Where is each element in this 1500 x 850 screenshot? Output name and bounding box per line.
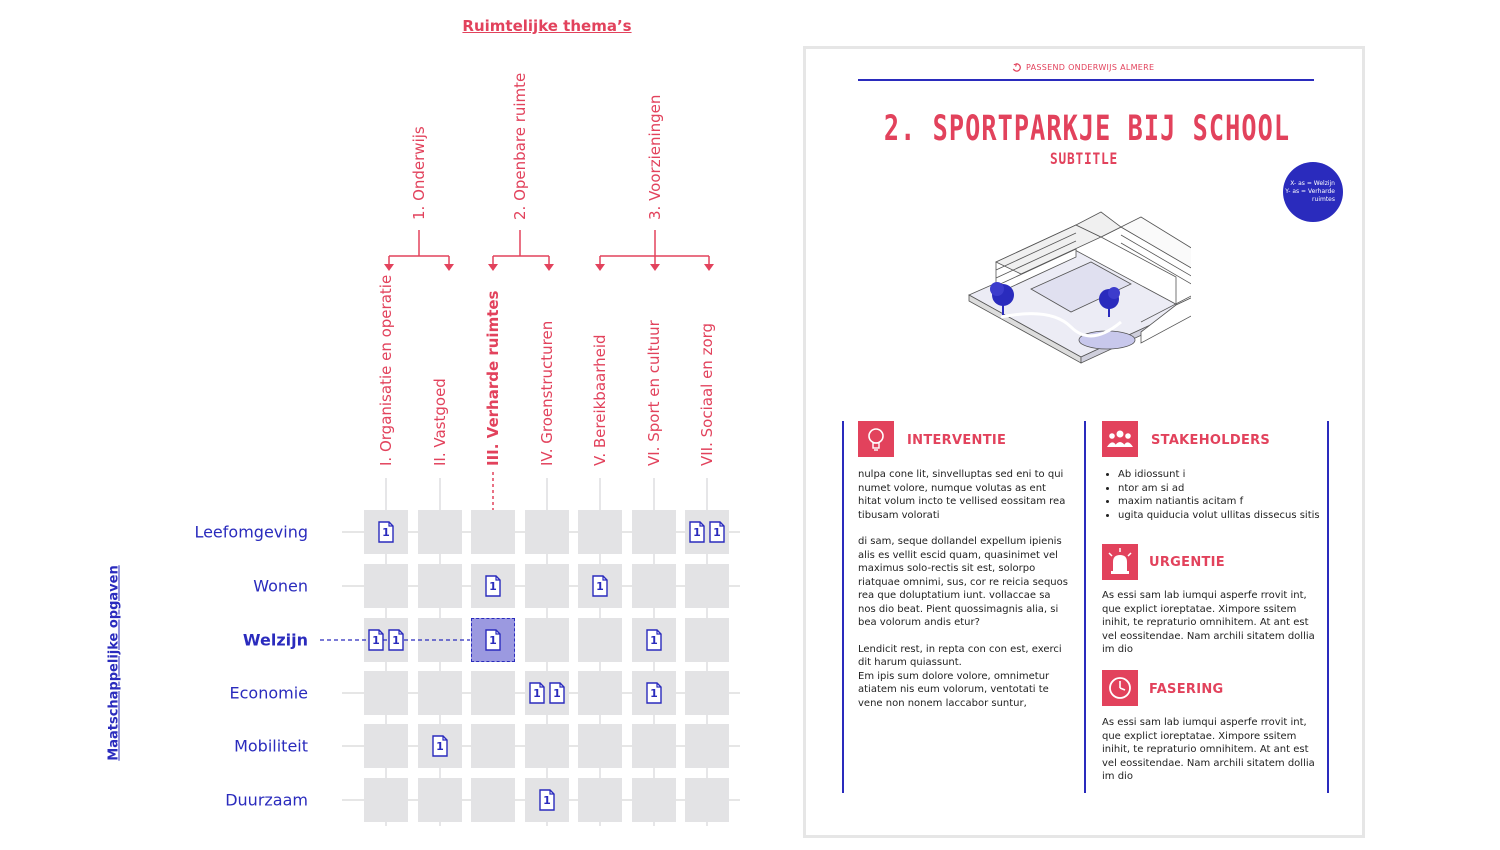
document-icon[interactable] [368,629,384,651]
document-icon[interactable] [529,682,545,704]
fasering-title: FASERING [1149,682,1224,697]
row-label-3[interactable]: Welzijn [242,630,308,650]
matrix-cell[interactable] [418,564,462,608]
column-label-1[interactable]: I. Organisatie en operatie [377,274,395,466]
logo-icon [1012,63,1021,72]
column-label-5[interactable]: V. Bereikbaarheid [591,334,609,466]
matrix-cell[interactable] [418,618,462,662]
stakeholders-title: STAKEHOLDERS [1151,433,1271,448]
badge-line-1: X- as = Welzijn [1290,180,1335,187]
document-icon[interactable] [432,735,448,757]
matrix-cell[interactable] [578,510,622,554]
column-rule-left [842,421,844,793]
header-rule [858,79,1314,81]
card-header-text: PASSEND ONDERWIJS ALMERE [1026,63,1155,72]
matrix-cell[interactable] [578,724,622,768]
document-icon[interactable] [709,521,725,543]
document-icon[interactable] [539,789,555,811]
document-number: 1 [650,687,658,700]
matrix-cell[interactable] [364,778,408,822]
group-2-connector [493,230,549,268]
group-label-3[interactable]: 3. Voorzieningen [646,94,664,220]
matrix-cell[interactable] [525,724,569,768]
row-label-1[interactable]: Leefomgeving [194,522,308,542]
group-label-1[interactable]: 1. Onderwijs [410,126,428,220]
interventie-paragraph-3: Lendicit rest, in repta con con est, exerci dit harum quiassunt. [858,643,1062,668]
document-icon[interactable] [388,629,404,651]
matrix-cell[interactable] [364,724,408,768]
matrix-cell[interactable] [525,510,569,554]
matrix-cell[interactable] [632,724,676,768]
card-title: 2. SPORTPARKJE BIJ SCHOOL [883,109,1291,149]
matrix-cell[interactable] [578,671,622,715]
column-label-3[interactable]: III. Verharde ruimtes [484,290,502,466]
document-number: 1 [543,794,551,807]
stakeholder-item: • maxim natiantis acitam f [1118,495,1333,509]
document-icon[interactable] [646,682,662,704]
column-label-7[interactable]: VII. Sociaal en zorg [698,322,716,466]
urgentie-body: As essi sam lab iumqui asperfe rrovit int, que explict ioreptatae. Ximpore ssitem inihit, te repraturio omnihitem. At ant est vel eossitendae. Nam archili sitatem dollia im dio [1102,590,1315,655]
document-number: 1 [713,526,721,539]
document-number: 1 [392,634,400,647]
interventie-body [858,468,1070,710]
matrix-cell[interactable] [471,510,515,554]
matrix-cell[interactable] [685,618,729,662]
document-icon[interactable] [378,521,394,543]
project-card [803,46,1365,838]
matrix-cell[interactable] [471,724,515,768]
matrix-cell[interactable] [471,778,515,822]
matrix-cell[interactable] [525,618,569,662]
fasering-body: As essi sam lab iumqui asperfe rrovit int, que explict ioreptatae. Ximpore ssitem inihit, te repraturio omnihitem. At ant est vel eossitendae. Nam archili sitatem dollia im dio [1102,717,1315,782]
stakeholders-list [1102,468,1333,522]
document-number: 1 [489,634,497,647]
axis-badge [1283,162,1343,222]
matrix-cell[interactable] [364,671,408,715]
document-icon[interactable] [646,629,662,651]
connector-arrowheads [384,264,714,271]
stakeholder-item: • ntor am si ad [1118,482,1333,496]
row-label-4[interactable]: Economie [229,683,308,703]
document-number: 1 [533,687,541,700]
document-number: 1 [436,740,444,753]
stakeholder-item: • Ab idiossunt i [1118,468,1333,482]
card-header [1012,63,1154,72]
group-3-connector [600,230,709,268]
column-label-2[interactable]: II. Vastgoed [431,378,449,466]
document-icon[interactable] [689,521,705,543]
stakeholder-item: • ugita quiducia volut ullitas dissecus sitis [1118,509,1333,523]
matrix-cell[interactable] [418,778,462,822]
badge-line-2: Y- as = Verharde [1285,188,1335,195]
interventie-title: INTERVENTIE [907,433,1007,448]
group-label-2[interactable]: 2. Openbare ruimte [511,72,529,220]
matrix-cell[interactable] [632,564,676,608]
matrix-cell[interactable] [578,618,622,662]
document-icon[interactable] [549,682,565,704]
matrix-cell[interactable] [418,510,462,554]
isometric-schoolyard-illustration [961,197,1191,367]
document-number: 1 [693,526,701,539]
matrix-cell[interactable] [685,778,729,822]
document-number: 1 [553,687,561,700]
matrix-cell[interactable] [418,671,462,715]
matrix-cell[interactable] [525,564,569,608]
matrix-cell[interactable] [471,671,515,715]
document-number: 1 [650,634,658,647]
card-subtitle: SUBTITLE [1049,149,1119,168]
matrix-cell[interactable] [632,510,676,554]
clock-icon [1102,670,1138,706]
diagram-title[interactable]: Ruimtelijke thema’s [462,17,632,35]
group-1-connector [389,230,449,268]
document-number: 1 [489,580,497,593]
interventie-paragraph-4: Em ipis sum dolore volore, omnimetur atiatem nis eum volorum, ventotati te vene non nonem laccabor suntur, [858,670,1050,709]
row-label-2[interactable]: Wonen [253,576,308,596]
urgentie-title: URGENTIE [1149,555,1225,570]
diagram-side-title[interactable]: Maatschappelijke opgaven [106,565,122,761]
matrix-cell[interactable] [578,778,622,822]
column-rule-middle [1084,421,1086,793]
matrix-cell[interactable] [685,564,729,608]
column-label-6[interactable]: VI. Sport en cultuur [645,320,663,466]
document-number: 1 [382,526,390,539]
document-number: 1 [596,580,604,593]
matrix-cell[interactable] [685,671,729,715]
row-label-6[interactable]: Duurzaam [225,790,308,810]
people-icon [1102,421,1138,457]
document-icon[interactable] [485,575,501,597]
alarm-icon [1102,544,1138,580]
document-icon[interactable] [592,575,608,597]
interventie-paragraph-2: di sam, seque dollandel expellum ipienis alis es vellit escid quam, quasinimet vel maximus solo-rectis sit est, solorpo riatquae omnimi, sus, cor re reicia sequos rea que doluptatium iunt. vollaccae sa nos dio beat. Pient quossimagnis alia, si bea volorum andis etur? [858,536,1068,628]
interventie-paragraph-1: nulpa cone lit, sinvelluptas sed eni to qui numet volore, numque volutas as ent hitat volum incto te vellised eossitam rea tibusam volorati [858,469,1066,521]
row-label-5[interactable]: Mobiliteit [234,736,308,756]
matrix-cell[interactable] [364,564,408,608]
matrix-cell[interactable] [632,778,676,822]
column-label-4[interactable]: IV. Groenstructuren [538,320,556,466]
lightbulb-icon [858,421,894,457]
matrix-cell[interactable] [685,724,729,768]
badge-line-3: ruimtes [1312,196,1335,203]
document-icon[interactable] [485,629,501,651]
document-number: 1 [372,634,380,647]
